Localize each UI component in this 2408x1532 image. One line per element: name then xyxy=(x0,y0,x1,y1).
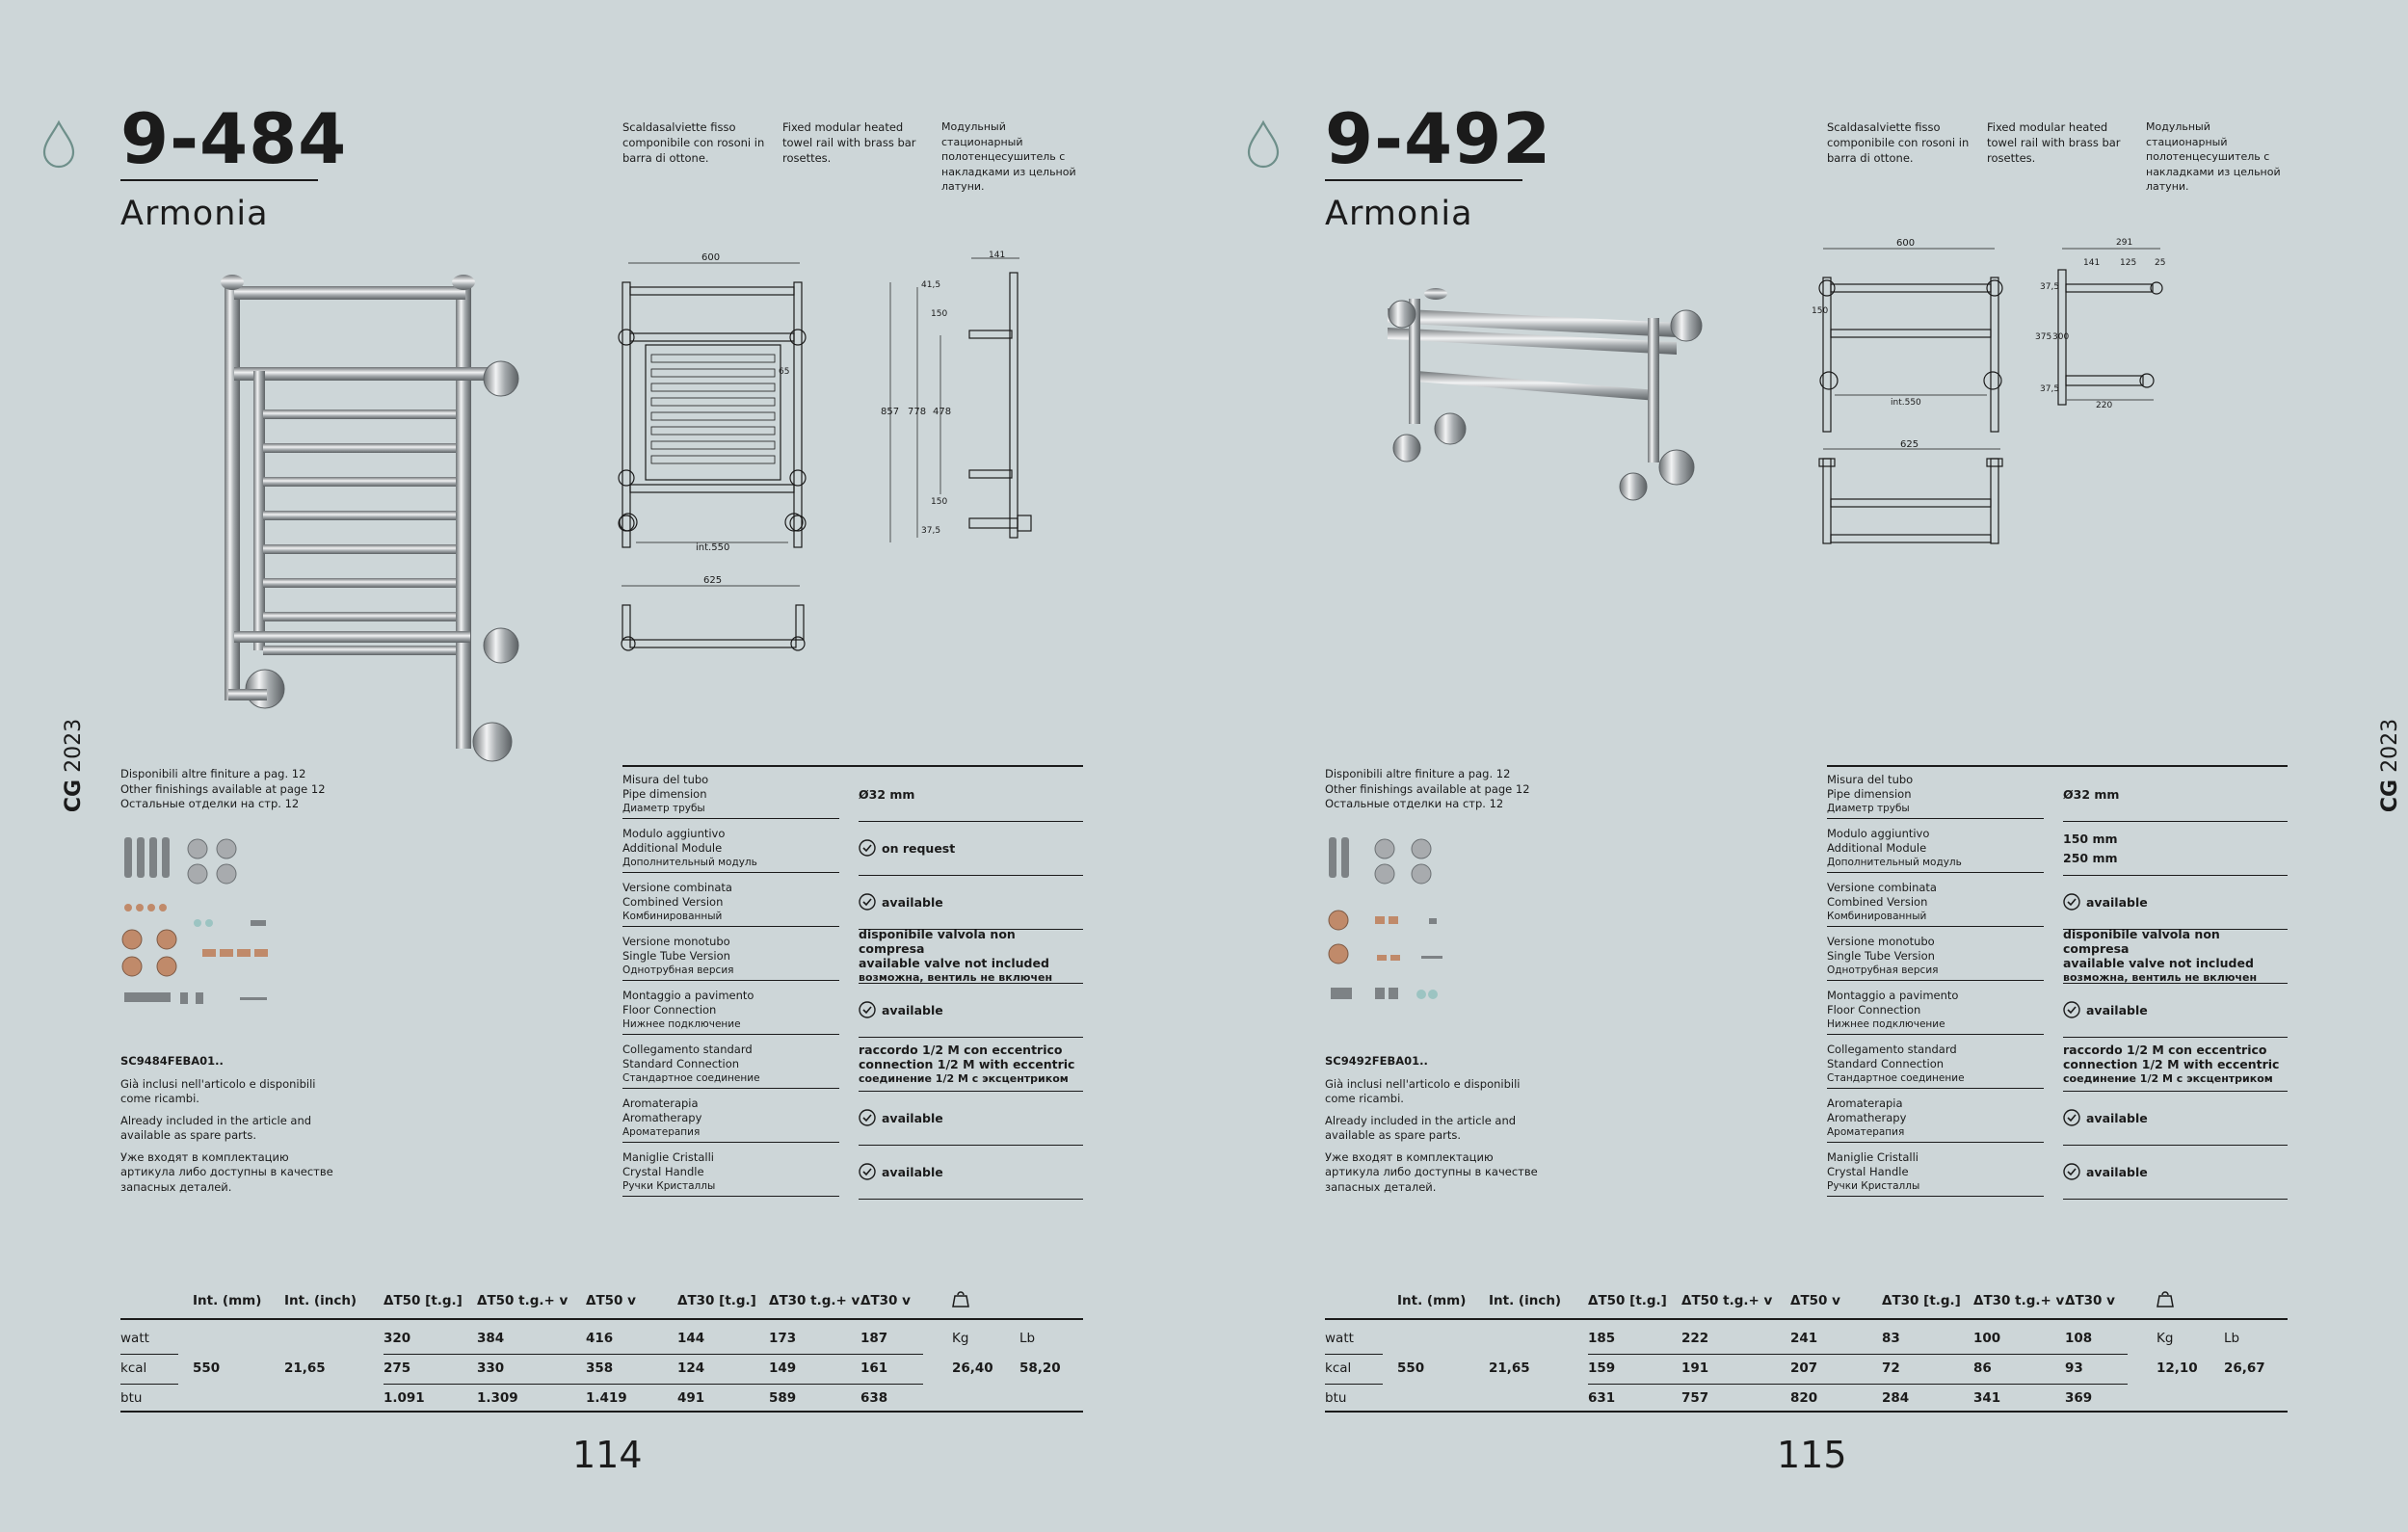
spec-row: Versione monotubo Single Tube Version Однотрубная версия disponibile valvola non compresa available valve not included возможна, вентиль не включен xyxy=(1827,929,2288,983)
spare-code: SC9492FEBA01.. xyxy=(1325,1054,1428,1068)
svg-text:41,5: 41,5 xyxy=(921,280,941,290)
desc-russian: Модульный стационарный полотенцесушитель с накладками из цельной латуни. xyxy=(2146,120,2281,193)
spec-row: Versione monotubo Single Tube Version Однотрубная версия disponibile valvola non compresa available valve not included возможна, вентиль не включен xyxy=(622,929,1083,983)
spec-row: Collegamento standard Standard Connection Стандартное соединение raccordo 1/2 M con eccentrico connection 1/2 M with eccentric соединение 1/2 М с эксцентриком xyxy=(1827,1037,2288,1091)
svg-text:150: 150 xyxy=(1812,306,1829,316)
spec-row: Misura del tubo Pipe dimension Диаметр трубы Ø32 mm xyxy=(1827,767,2288,821)
svg-text:300: 300 xyxy=(2052,332,2070,342)
side-label: CG 2023 xyxy=(62,718,87,813)
product-code: 9-492 xyxy=(1325,98,1552,179)
svg-text:int.550: int.550 xyxy=(696,542,730,553)
svg-text:600: 600 xyxy=(1896,238,1916,249)
spec-row: Maniglie Cristalli Crystal Handle Ручки Кристаллы available xyxy=(1827,1145,2288,1199)
svg-text:37,5: 37,5 xyxy=(2040,384,2060,394)
spec-row: Misura del tubo Pipe dimension Диаметр трубы Ø32 mm xyxy=(622,767,1083,821)
code-underline xyxy=(120,179,318,181)
right-page xyxy=(1204,0,2408,1532)
product-name: Armonia xyxy=(1325,195,1473,233)
finishes-note: Disponibili altre finiture a pag. 12 Other finishings available at page 12 Остальные отделки на стр. 12 xyxy=(1325,767,1530,810)
finishes-note: Disponibili altre finiture a pag. 12 Other finishings available at page 12 Остальные отделки на стр. 12 xyxy=(120,767,326,810)
code-underline xyxy=(1325,179,1522,181)
spare-code: SC9484FEBA01.. xyxy=(120,1054,224,1068)
dim-width: 600 xyxy=(701,252,721,263)
check-circle-icon xyxy=(859,893,876,911)
spec-row: Aromaterapia Aromatherapy Ароматерапия available xyxy=(1827,1091,2288,1145)
svg-text:150: 150 xyxy=(931,309,948,319)
spec-row: Montaggio a pavimento Floor Connection Нижнее подключение available xyxy=(1827,983,2288,1037)
product-name: Armonia xyxy=(120,195,269,233)
svg-text:291: 291 xyxy=(2116,238,2133,248)
svg-text:220: 220 xyxy=(2096,401,2113,410)
technical-drawing xyxy=(1812,231,2255,559)
spec-row: Aromaterapia Aromatherapy Ароматерапия available xyxy=(622,1091,1083,1145)
output-table: Int. (mm) Int. (inch) ΔT50 [t.g.] ΔT50 t.g.+ v ΔT50 v ΔT30 [t.g.] ΔT30 t.g.+ v ΔT30 v watt 320 384 416 144 173 187 Kg Lb kcal 550 21,65 275 330 358 124 149 161 26,40 58,20 btu 1.091 1.309 1.419 491 589 638 xyxy=(120,1293,1083,1418)
water-drop-icon xyxy=(40,119,77,170)
svg-text:625: 625 xyxy=(1900,439,1919,450)
desc-italian: Scaldasalviette fisso componibile con rosoni in barra di ottone. xyxy=(622,120,765,165)
page-number: 114 xyxy=(572,1434,643,1476)
spec-row: Modulo aggiuntivo Additional Module Дополнительный модуль on request xyxy=(622,821,1083,875)
check-circle-icon xyxy=(2063,1001,2080,1018)
specs-table xyxy=(622,765,1083,1199)
svg-text:int.550: int.550 xyxy=(1891,398,1921,408)
svg-text:125: 125 xyxy=(2120,258,2137,268)
weight-icon xyxy=(2157,1289,2174,1308)
svg-text:65: 65 xyxy=(779,367,790,377)
svg-text:37,5: 37,5 xyxy=(2040,282,2060,292)
check-circle-icon xyxy=(2063,1109,2080,1126)
svg-text:625: 625 xyxy=(703,575,723,586)
svg-text:478: 478 xyxy=(933,407,952,417)
output-table: Int. (mm) Int. (inch) ΔT50 [t.g.] ΔT50 t.g.+ v ΔT50 v ΔT30 [t.g.] ΔT30 t.g.+ v ΔT30 v watt 185 222 241 83 100 108 Kg Lb kcal 550 21,65 159 191 207 72 86 93 12,10 26,67 btu 631 757 820 284 341 369 xyxy=(1325,1293,2288,1418)
technical-drawing xyxy=(607,249,1050,682)
svg-text:778: 778 xyxy=(908,407,927,417)
check-circle-icon xyxy=(2063,893,2080,911)
product-photo xyxy=(207,265,525,776)
check-circle-icon xyxy=(859,1001,876,1018)
side-label: CG 2023 xyxy=(2378,718,2403,813)
weight-icon xyxy=(952,1289,969,1308)
svg-text:141: 141 xyxy=(2083,258,2101,268)
check-circle-icon xyxy=(859,1109,876,1126)
spec-row: Versione combinata Combined Version Комбинированный available xyxy=(622,875,1083,929)
svg-text:375: 375 xyxy=(2035,332,2052,342)
spare-parts-text: SC9484FEBA01.. Già inclusi nell'articolo e disponibili come ricambi. Already included in the article and available as spare parts. Уже входят в комплектацию артикула либо доступны в качестве запасных деталей. xyxy=(120,1054,342,1202)
water-drop-icon xyxy=(1245,119,1282,170)
desc-english: Fixed modular heated towel rail with brass bar rosettes. xyxy=(1987,120,2121,165)
svg-text:150: 150 xyxy=(931,497,948,507)
desc-russian: Модульный стационарный полотенцесушитель с накладками из цельной латуни. xyxy=(941,120,1076,193)
spec-row: Collegamento standard Standard Connection Стандартное соединение raccordo 1/2 M con eccentrico connection 1/2 M with eccentric соединение 1/2 М с эксцентриком xyxy=(622,1037,1083,1091)
spec-row: Maniglie Cristalli Crystal Handle Ручки Кристаллы available xyxy=(622,1145,1083,1199)
spec-row: Versione combinata Combined Version Комбинированный available xyxy=(1827,875,2288,929)
spec-row: Modulo aggiuntivo Additional Module Дополнительный модуль 150 mm 250 mm xyxy=(1827,821,2288,875)
spec-row: Montaggio a pavimento Floor Connection Нижнее подключение available xyxy=(622,983,1083,1037)
spare-parts-image xyxy=(120,833,313,1026)
check-circle-icon xyxy=(2063,1163,2080,1180)
product-photo xyxy=(1368,279,1715,520)
svg-text:37,5: 37,5 xyxy=(921,526,941,536)
desc-english: Fixed modular heated towel rail with brass bar rosettes. xyxy=(782,120,916,165)
svg-text:857: 857 xyxy=(881,407,900,417)
svg-text:141: 141 xyxy=(989,251,1006,260)
check-circle-icon xyxy=(859,839,876,857)
product-code: 9-484 xyxy=(120,98,348,179)
page-number: 115 xyxy=(1777,1434,1847,1476)
specs-table xyxy=(1827,765,2288,1199)
spare-parts-image xyxy=(1325,833,1518,1026)
spare-parts-text: SC9492FEBA01.. Già inclusi nell'articolo e disponibili come ricambi. Already included in the article and available as spare parts. Уже входят в комплектацию артикула либо доступны в качестве запасных деталей. xyxy=(1325,1054,1547,1202)
desc-italian: Scaldasalviette fisso componibile con rosoni in barra di ottone. xyxy=(1827,120,1970,165)
svg-text:25: 25 xyxy=(2155,258,2166,268)
check-circle-icon xyxy=(859,1163,876,1180)
